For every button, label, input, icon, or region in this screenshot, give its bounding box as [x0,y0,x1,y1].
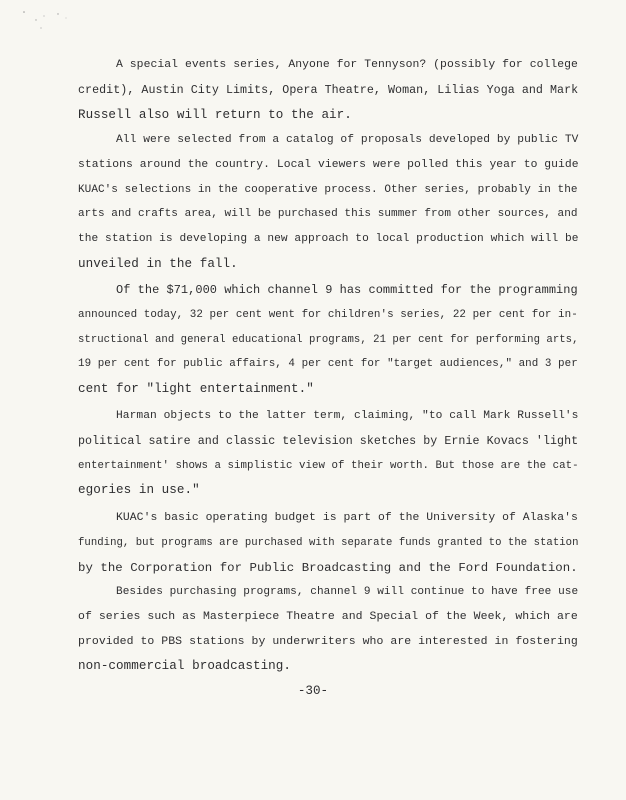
paragraph-line: stations around the country. Local viewers were polled this year to guide [78,158,579,171]
paragraph-line: announced today, 32 per cent went for children's series, 22 per cent for in- [78,308,578,321]
paragraph-line: entertainment' shows a simplistic view of their worth. But those are the cat- [78,459,579,472]
paragraph-line: KUAC's basic operating budget is part of the University of Alaska's [116,512,578,524]
paragraph-3 [78,278,578,402]
paragraph-6 [78,580,578,679]
paragraph-line: unveiled in the fall. [78,256,238,271]
paragraph-line: egories in use." [78,483,200,498]
paragraph-line: of series such as Masterpiece Theatre and Special of the Week, which are [78,609,578,623]
paragraph-line: Harman objects to the latter term, claiming, "to call Mark Russell's [116,410,579,422]
paragraph-line: Besides purchasing programs, channel 9 will continue to have free use [116,586,579,598]
paragraph-line: cent for "light entertainment." [78,382,314,397]
paragraph-line: All were selected from a catalog of proposals developed by public TV [116,134,579,146]
paragraph-line: A special events series, Anyone for Tennyson? (possibly for college [116,59,578,71]
paragraph-line: the station is developing a new approach to local production which will be [78,233,579,246]
page-number: -30- [297,684,329,698]
paragraph-line: structional and general educational programs, 21 per cent for performing arts, [78,333,579,346]
paragraph-line: non-commercial broadcasting. [78,659,292,674]
paragraph-4 [78,404,578,503]
paragraph-1 [78,53,578,127]
paragraph-line: 19 per cent for public affairs, 4 per cent for "target audiences," and 3 per [78,358,578,371]
paragraph-line: credit), Austin City Limits, Opera Theatre, Woman, Lilias Yoga and Mark [78,82,579,97]
paragraph-line: funding, but programs are purchased with separate funds granted to the station [78,536,579,549]
paragraph-line: provided to PBS stations by underwriters who are interested in fostering [78,634,578,648]
paragraph-2 [78,128,578,277]
paragraph-line: Russell also will return to the air. [78,107,352,122]
paragraph-line: by the Corporation for Public Broadcasting and the Ford Foundation. [78,560,578,575]
paragraph-5 [78,506,578,580]
paper-specks [14,6,84,36]
paragraph-line: KUAC's selections in the cooperative process. Other series, probably in the [78,183,578,196]
paragraph-line: political satire and classic television sketches by Ernie Kovacs 'light [78,433,579,448]
paragraph-line: Of the $71,000 which channel 9 has committed for the programming [116,283,578,297]
paragraph-line: arts and crafts area, will be purchased this summer from other sources, and [78,208,578,221]
